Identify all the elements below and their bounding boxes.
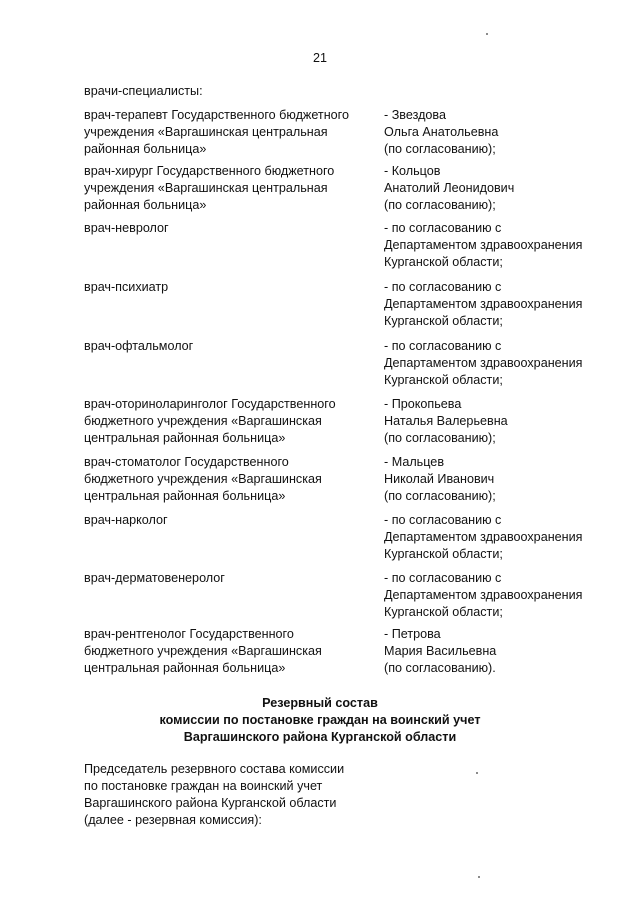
entry-person: - Мальцев Николай Иванович (по согласованию); [384, 455, 496, 503]
entry-role: врач-оториноларинголог Государственного бюджетного учреждения «Варгашинская центральная районная больница» [84, 397, 336, 445]
reserve-title-line: Резервный состав [262, 696, 378, 710]
entry-person: - по согласованию с Департаментом здравоохранения Курганской области; [384, 513, 583, 561]
entry-role: врач-нарколог [84, 513, 168, 527]
reserve-title [0, 695, 640, 746]
entry-role: врач-невролог [84, 221, 169, 235]
scan-speck [478, 876, 480, 878]
entry-role: врач-терапевт Государственного бюджетного учреждения «Варгашинская центральная районная больница» [84, 108, 349, 156]
entry-person: - Звездова Ольга Анатольевна (по согласованию); [384, 108, 499, 156]
entry-role: врач-хирург Государственного бюджетного учреждения «Варгашинская центральная районная больница» [84, 164, 335, 212]
reserve-title-line: Варгашинского района Курганской области [183, 730, 457, 744]
entry-person: - по согласованию с Департаментом здравоохранения Курганской области; [384, 221, 583, 269]
entry-person: - Кольцов Анатолий Леонидович (по согласованию); [384, 164, 515, 212]
entry-person: - по согласованию с Департаментом здравоохранения Курганской области; [384, 280, 583, 328]
entry-role: врач-офтальмолог [84, 339, 194, 353]
entry-person: - по согласованию с Департаментом здравоохранения Курганской области; [384, 339, 583, 387]
entry-role: врач-стоматолог Государственного бюджетного учреждения «Варгашинская центральная районная больница» [84, 455, 322, 503]
entry-role: врач-рентгенолог Государственного бюджетного учреждения «Варгашинская центральная районная больница» [84, 627, 322, 675]
entry-role: врач-дерматовенеролог [84, 571, 225, 585]
scan-speck [476, 772, 478, 774]
entry-person: - по согласованию с Департаментом здравоохранения Курганской области; [384, 571, 583, 619]
scan-speck [486, 33, 488, 35]
chair-text: Председатель резервного состава комиссии по постановке граждан на воинский учет Варгашинского района Курганской области (далее - резервная комиссия): [84, 762, 345, 827]
page-number: 21 [312, 51, 327, 65]
reserve-title-line: комиссии по постановке граждан на воинский учет [159, 713, 481, 727]
entry-role: врач-психиатр [84, 280, 169, 294]
section-intro: врачи-специалисты: [84, 84, 203, 98]
entry-person: - Прокопьева Наталья Валерьевна (по согласованию); [384, 397, 508, 445]
entry-person: - Петрова Мария Васильевна (по согласованию). [384, 627, 497, 675]
